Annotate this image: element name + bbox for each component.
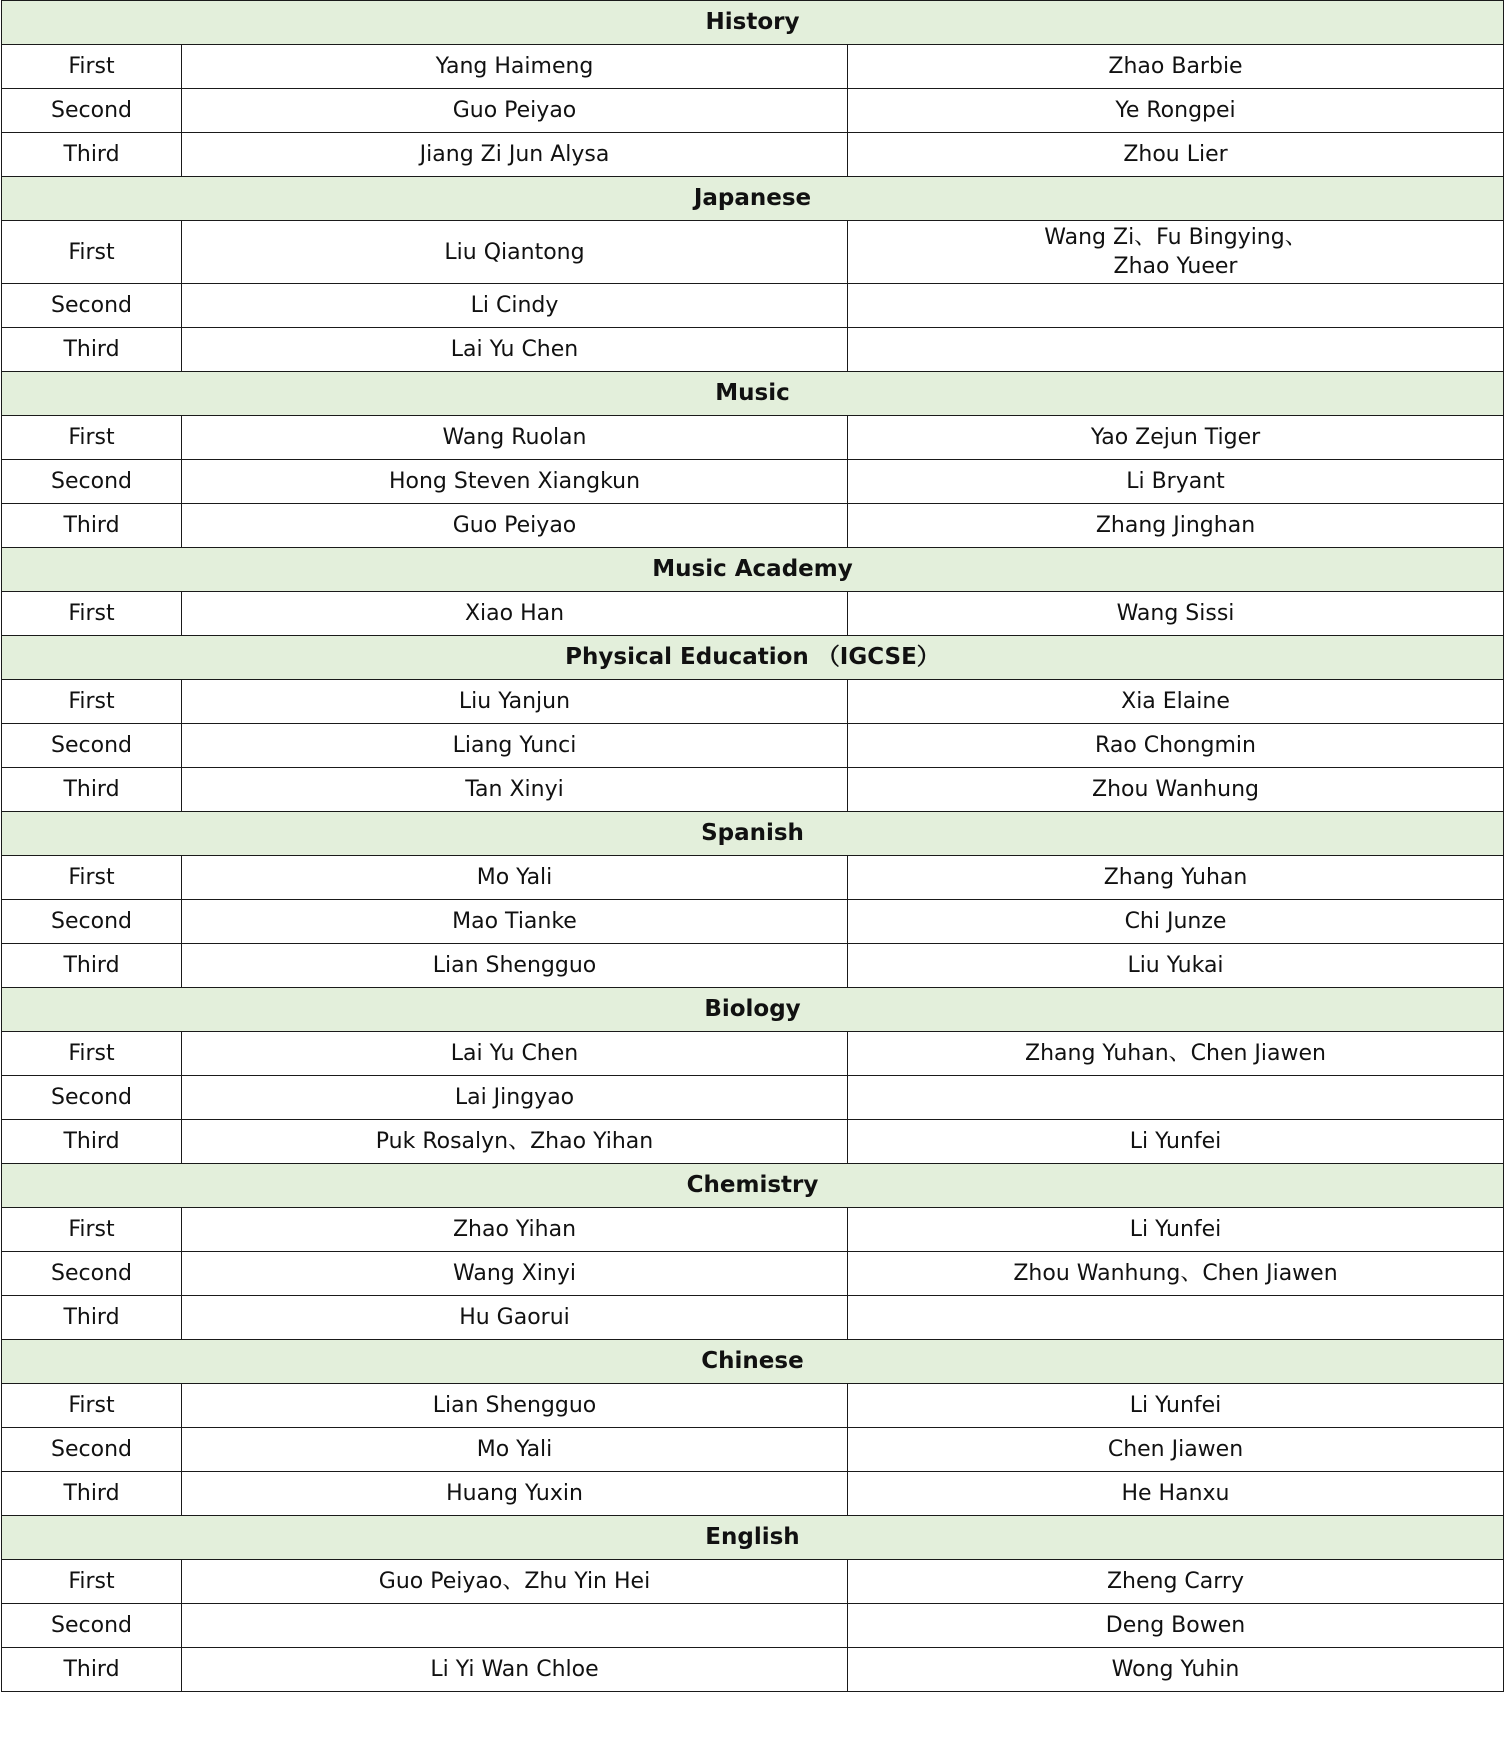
award-row xyxy=(2,1648,1504,1692)
rank-cell: Second xyxy=(2,1252,182,1296)
winner-cell-a xyxy=(182,1428,848,1472)
winner-name: Yang Haimeng xyxy=(435,54,594,79)
rank-cell: Second xyxy=(2,900,182,944)
winner-cell-b xyxy=(848,45,1504,89)
winner-cell-a xyxy=(182,460,848,504)
winner-name: Zhang Jinghan xyxy=(1095,513,1256,538)
rank-cell: First xyxy=(2,592,182,636)
award-row xyxy=(2,1252,1504,1296)
winner-cell-a xyxy=(182,592,848,636)
subject-header-row xyxy=(2,548,1504,592)
rank-cell: First xyxy=(2,1032,182,1076)
winner-name: Liu Qiantong xyxy=(444,239,585,265)
winner-cell-a xyxy=(182,221,848,284)
award-row xyxy=(2,416,1504,460)
winner-cell-b xyxy=(848,944,1504,988)
winner-cell-b xyxy=(848,1604,1504,1648)
rank-cell: First xyxy=(2,1560,182,1604)
subject-header-row xyxy=(2,1,1504,45)
award-row xyxy=(2,1472,1504,1516)
subject-title: History xyxy=(2,1,1504,45)
rank-cell: Second xyxy=(2,1076,182,1120)
subject-title: Japanese xyxy=(2,177,1504,221)
awards-table xyxy=(1,0,1504,1692)
winner-name: Wang Xinyi xyxy=(453,1261,576,1286)
winner-cell-a xyxy=(182,1120,848,1164)
rank-cell: Second xyxy=(2,1604,182,1648)
winner-name: Zhao Yueer xyxy=(1113,254,1238,279)
winner-name: Xia Elaine xyxy=(1121,689,1230,714)
winner-name: Guo Peiyao xyxy=(452,98,577,123)
winner-name: Guo Peiyao xyxy=(452,513,577,538)
rank-cell: Third xyxy=(2,1648,182,1692)
winner-name: Li Yunfei xyxy=(1129,1393,1222,1418)
award-row xyxy=(2,856,1504,900)
winner-cell-b xyxy=(848,1076,1504,1120)
winner-cell-a xyxy=(182,900,848,944)
winner-cell-b xyxy=(848,284,1504,328)
winner-name: Zhang Yuhan xyxy=(1103,865,1248,890)
winner-cell-a xyxy=(182,1076,848,1120)
winner-cell-b xyxy=(848,592,1504,636)
winner-cell-a xyxy=(182,328,848,372)
winner-cell-a xyxy=(182,724,848,768)
subject-header-row xyxy=(2,988,1504,1032)
award-row xyxy=(2,133,1504,177)
winner-cell-b xyxy=(848,1120,1504,1164)
winner-name: Zhang Yuhan、Chen Jiawen xyxy=(1025,1041,1326,1066)
rank-cell: Third xyxy=(2,1472,182,1516)
winner-name: Huang Yuxin xyxy=(446,1481,583,1506)
award-row xyxy=(2,680,1504,724)
winner-name: Zhao Yihan xyxy=(452,1217,577,1242)
award-row xyxy=(2,1032,1504,1076)
subject-title: Biology xyxy=(2,988,1504,1032)
winner-name: Wang Ruolan xyxy=(442,425,587,450)
winner-cell-a xyxy=(182,1604,848,1648)
winner-name: Zhou Wanhung、Chen Jiawen xyxy=(1013,1261,1338,1286)
winner-name: Wang Zi、Fu Bingying、 xyxy=(1044,225,1307,250)
winner-cell-b xyxy=(848,1384,1504,1428)
subject-header-row xyxy=(2,1164,1504,1208)
award-row xyxy=(2,900,1504,944)
rank-cell: First xyxy=(2,1208,182,1252)
winner-name: Hong Steven Xiangkun xyxy=(388,469,641,494)
winner-name: Chi Junze xyxy=(1124,909,1227,934)
winner-cell-a xyxy=(182,1252,848,1296)
winner-name: Lai Jingyao xyxy=(454,1085,575,1110)
subject-title: Music xyxy=(2,372,1504,416)
subject-header-row xyxy=(2,1340,1504,1384)
winner-name: Li Yunfei xyxy=(1129,1217,1222,1242)
winner-name: Rao Chongmin xyxy=(1095,733,1256,758)
rank-cell: First xyxy=(2,856,182,900)
winner-cell-b xyxy=(848,416,1504,460)
winner-name: Liang Yunci xyxy=(452,733,577,758)
winner-name: Tan Xinyi xyxy=(465,777,564,802)
winner-cell-b xyxy=(848,724,1504,768)
winner-cell-a xyxy=(182,1296,848,1340)
winner-name: Mo Yali xyxy=(476,1437,553,1462)
winner-cell-b xyxy=(848,768,1504,812)
winner-cell-a xyxy=(182,284,848,328)
winner-cell-a xyxy=(182,45,848,89)
award-row xyxy=(2,592,1504,636)
award-row xyxy=(2,1560,1504,1604)
winner-cell-b xyxy=(848,1648,1504,1692)
winner-cell-b xyxy=(848,89,1504,133)
award-row xyxy=(2,1428,1504,1472)
winner-cell-b xyxy=(848,680,1504,724)
winner-cell-a xyxy=(182,1384,848,1428)
award-row xyxy=(2,504,1504,548)
winner-cell-b xyxy=(848,1472,1504,1516)
winner-name: Xiao Han xyxy=(464,601,565,626)
rank-cell: Third xyxy=(2,1120,182,1164)
subject-header-row xyxy=(2,812,1504,856)
award-row xyxy=(2,328,1504,372)
winner-name: Zhou Lier xyxy=(1123,142,1228,167)
winner-cell-a xyxy=(182,680,848,724)
subject-header-row xyxy=(2,1516,1504,1560)
award-row xyxy=(2,1208,1504,1252)
winner-cell-a xyxy=(182,133,848,177)
award-row xyxy=(2,89,1504,133)
winner-name: Yao Zejun Tiger xyxy=(1090,425,1261,450)
subject-title: Chinese xyxy=(2,1340,1504,1384)
winner-cell-a xyxy=(182,856,848,900)
rank-cell: First xyxy=(2,221,182,284)
award-row xyxy=(2,1384,1504,1428)
rank-cell: First xyxy=(2,416,182,460)
winner-cell-a xyxy=(182,504,848,548)
winner-cell-b xyxy=(848,1208,1504,1252)
rank-cell: First xyxy=(2,680,182,724)
subject-title: Music Academy xyxy=(2,548,1504,592)
winner-name: Puk Rosalyn、Zhao Yihan xyxy=(375,1129,654,1154)
subject-title: Spanish xyxy=(2,812,1504,856)
award-row xyxy=(2,724,1504,768)
winner-cell-a xyxy=(182,944,848,988)
winner-name: Li Bryant xyxy=(1126,469,1225,494)
award-row xyxy=(2,284,1504,328)
award-row xyxy=(2,1120,1504,1164)
winner-name: Lian Shengguo xyxy=(432,953,597,978)
winner-name: Wong Yuhin xyxy=(1111,1657,1240,1682)
winner-name: Hu Gaorui xyxy=(459,1305,570,1330)
award-row xyxy=(2,45,1504,89)
rank-cell: Second xyxy=(2,724,182,768)
rank-cell: Third xyxy=(2,133,182,177)
winner-name: Wang Sissi xyxy=(1116,601,1235,626)
winner-cell-b xyxy=(848,328,1504,372)
winner-cell-b xyxy=(848,221,1504,284)
rank-cell: Second xyxy=(2,1428,182,1472)
winner-name: Lian Shengguo xyxy=(432,1393,597,1418)
winner-cell-a xyxy=(182,768,848,812)
award-row xyxy=(2,944,1504,988)
winner-cell-a xyxy=(182,1560,848,1604)
winner-cell-a xyxy=(182,1208,848,1252)
winner-cell-b xyxy=(848,460,1504,504)
award-row xyxy=(2,768,1504,812)
winner-name: Liu Yukai xyxy=(1127,953,1224,978)
winner-cell-a xyxy=(182,89,848,133)
winner-name: Deng Bowen xyxy=(1105,1613,1246,1638)
subject-header-row xyxy=(2,177,1504,221)
rank-cell: Third xyxy=(2,504,182,548)
winner-name: Liu Yanjun xyxy=(458,689,571,714)
award-row xyxy=(2,460,1504,504)
winner-cell-a xyxy=(182,1648,848,1692)
winner-name: Ye Rongpei xyxy=(1115,98,1236,123)
award-row xyxy=(2,1604,1504,1648)
winner-name: Zhou Wanhung xyxy=(1092,777,1259,802)
winner-name: Li Cindy xyxy=(470,293,559,318)
winner-name: Zhao Barbie xyxy=(1108,54,1243,79)
rank-cell: Second xyxy=(2,460,182,504)
subject-header-row xyxy=(2,372,1504,416)
winner-cell-b xyxy=(848,1428,1504,1472)
winner-name: Li Yunfei xyxy=(1129,1129,1222,1154)
winner-cell-b xyxy=(848,1252,1504,1296)
winner-name: Zheng Carry xyxy=(1106,1569,1245,1594)
winner-cell-a xyxy=(182,1472,848,1516)
winner-name: Mao Tianke xyxy=(452,909,577,934)
rank-cell: First xyxy=(2,1384,182,1428)
rank-cell: Third xyxy=(2,328,182,372)
winner-name: He Hanxu xyxy=(1121,1481,1230,1506)
winner-cell-b xyxy=(848,1560,1504,1604)
winner-cell-b xyxy=(848,1296,1504,1340)
rank-cell: Second xyxy=(2,284,182,328)
award-row xyxy=(2,221,1504,284)
awards-table-body xyxy=(2,1,1504,1692)
winner-cell-a xyxy=(182,1032,848,1076)
winner-cell-b xyxy=(848,504,1504,548)
rank-cell: Third xyxy=(2,944,182,988)
winner-name: Guo Peiyao、Zhu Yin Hei xyxy=(378,1569,651,1594)
subject-title: Physical Education （IGCSE） xyxy=(2,636,1504,680)
subject-header-row xyxy=(2,636,1504,680)
rank-cell: Third xyxy=(2,768,182,812)
winner-name: Mo Yali xyxy=(476,865,553,890)
award-row xyxy=(2,1076,1504,1120)
award-row xyxy=(2,1296,1504,1340)
rank-cell: Second xyxy=(2,89,182,133)
winner-name: Li Yi Wan Chloe xyxy=(430,1657,599,1682)
winner-name: Lai Yu Chen xyxy=(450,337,579,362)
winner-cell-b xyxy=(848,1032,1504,1076)
winner-cell-a xyxy=(182,416,848,460)
winner-cell-b xyxy=(848,900,1504,944)
subject-title: English xyxy=(2,1516,1504,1560)
rank-cell: Third xyxy=(2,1296,182,1340)
rank-cell: First xyxy=(2,45,182,89)
winner-cell-b xyxy=(848,133,1504,177)
winner-name: Jiang Zi Jun Alysa xyxy=(419,142,610,167)
winner-name: Lai Yu Chen xyxy=(450,1041,579,1066)
winner-cell-b xyxy=(848,856,1504,900)
winner-name: Chen Jiawen xyxy=(1107,1437,1244,1462)
subject-title: Chemistry xyxy=(2,1164,1504,1208)
